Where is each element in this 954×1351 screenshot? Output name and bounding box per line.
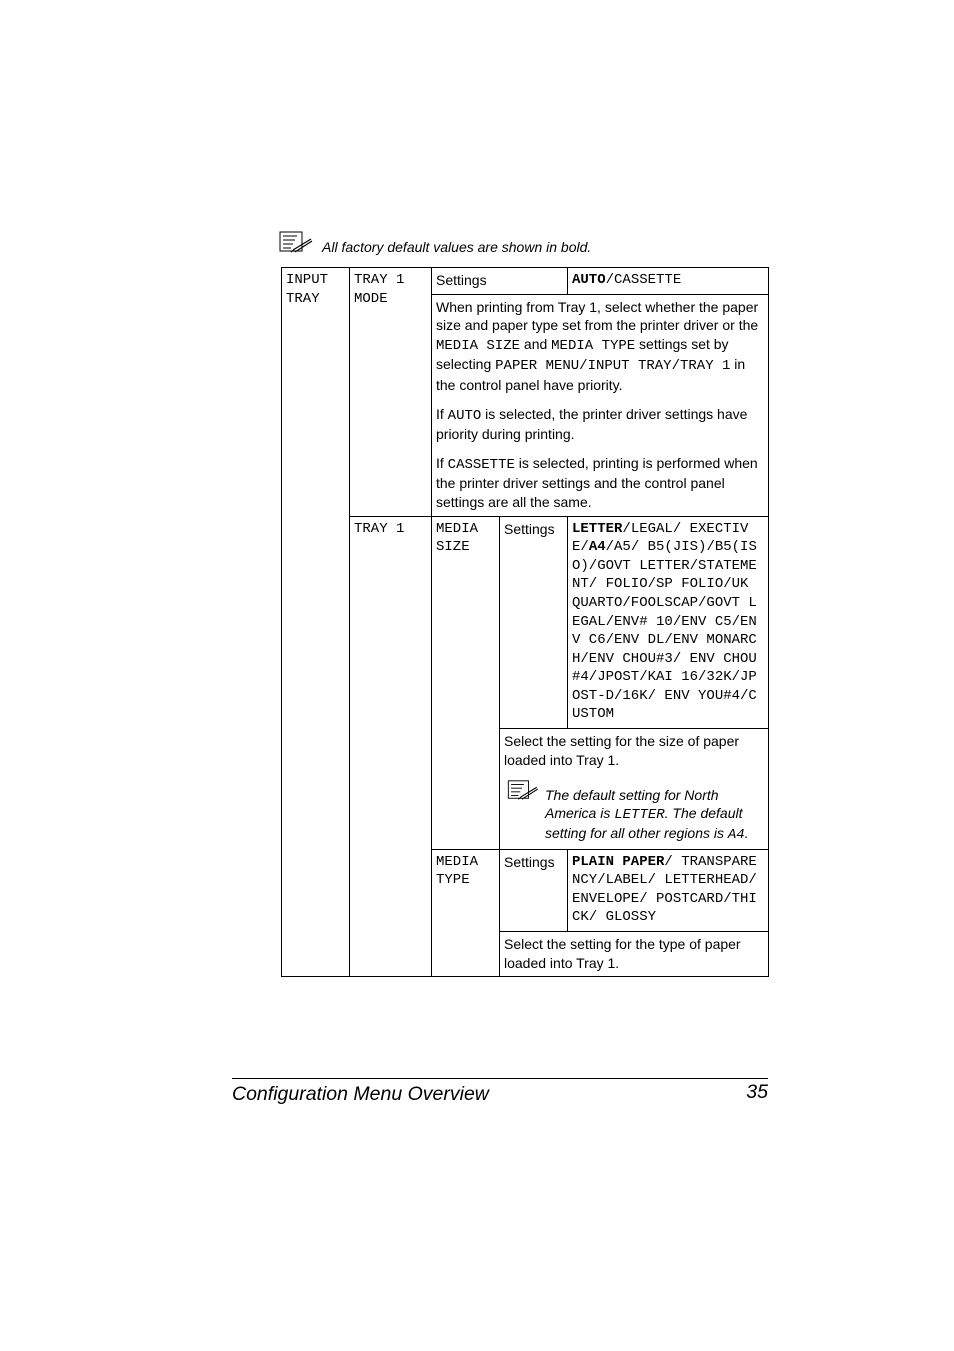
footer-rule	[232, 1078, 768, 1079]
note-pencil-icon	[279, 230, 313, 254]
tray1-cell: TRAY 1	[350, 516, 432, 977]
tray1-mode-description	[432, 294, 769, 516]
page-number: 35	[746, 1081, 768, 1103]
tray1-mode-default-value: AUTO	[572, 272, 606, 288]
media-type-settings-value: PLAIN PAPER/ TRANSPARENCY/LABEL/ LETTERHEAD/ENVELOPE/ POSTCARD/THICK/ GLOSSY	[568, 849, 769, 931]
input-tray-label-line1: INPUT	[286, 272, 329, 288]
factory-default-note-text: All factory default values are shown in bold.	[322, 239, 592, 255]
media-size-description	[500, 729, 769, 850]
media-type-settings-label: Settings	[500, 849, 568, 931]
tray1-mode-desc-para3: If CASSETTE is selected, printing is performed when the printer driver settings and the control panel settings are all the same.	[436, 454, 758, 510]
tray1-mode-desc-para1: When printing from Tray 1, select whether the paper size and paper type set from the printer driver or the MEDIA SIZE and MEDIA TYPE settings set by selecting PAPER MENU/INPUT TRAY/TRAY 1 in the control panel have priority.	[436, 298, 759, 393]
media-size-default-na: LETTER	[572, 520, 623, 537]
media-type-cell	[432, 849, 500, 977]
input-tray-label-line2: TRAY	[286, 290, 320, 307]
media-size-desc-text: Select the setting for the size of paper loaded into Tray 1.	[504, 733, 740, 768]
media-size-settings-value: LETTER/LEGAL/ EXECTIVE/A4/A5/ B5(JIS)/B5(ISO)/GOVT LETTER/STATEMENT/ FOLIO/SP FOLIO/UK QUARTO/FOOLSCAP/GOVT LEGAL/ENV# 10/ENV C5/ENV C6/ENV DL/ENV MONARCH/ENV CHOU#3/ ENV CHOU#4/JPOST/KAI 16/32K/JPOST-D/16K/ ENV YOU#4/CUSTOM	[568, 516, 769, 729]
tray1-mode-label-line2: MODE	[354, 290, 388, 307]
tray1-mode-label-line1: TRAY 1	[354, 272, 405, 288]
factory-default-note	[279, 230, 779, 258]
input-tray-cell	[282, 268, 350, 977]
tray1-mode-other-values: /CASSETTE	[605, 272, 682, 288]
media-size-note-text: The default setting for North America is LETTER. The default setting for all other regions is A4.	[545, 787, 749, 843]
media-size-settings-label: Settings	[500, 516, 568, 729]
tray1-mode-cell	[350, 268, 432, 517]
media-size-label-line2: SIZE	[436, 539, 470, 556]
media-type-description: Select the setting for the type of paper loaded into Tray 1.	[500, 932, 769, 977]
media-size-cell	[432, 516, 500, 849]
media-size-default-note	[504, 779, 764, 844]
media-type-label-line2: TYPE	[436, 872, 470, 889]
media-type-default-value: PLAIN PAPER	[572, 853, 665, 870]
tray1-mode-settings-value	[568, 268, 769, 295]
media-size-default-other: A4	[588, 539, 606, 556]
media-type-label-line1: MEDIA	[436, 853, 479, 870]
media-size-label-line1: MEDIA	[436, 520, 479, 537]
tray1-mode-settings-label: Settings	[432, 268, 568, 295]
config-menu-table	[281, 267, 769, 977]
tray1-mode-desc-para2: If AUTO is selected, the printer driver settings have priority during printing.	[436, 405, 748, 443]
footer-section-title: Configuration Menu Overview	[232, 1083, 489, 1105]
note-pencil-icon	[507, 779, 539, 801]
